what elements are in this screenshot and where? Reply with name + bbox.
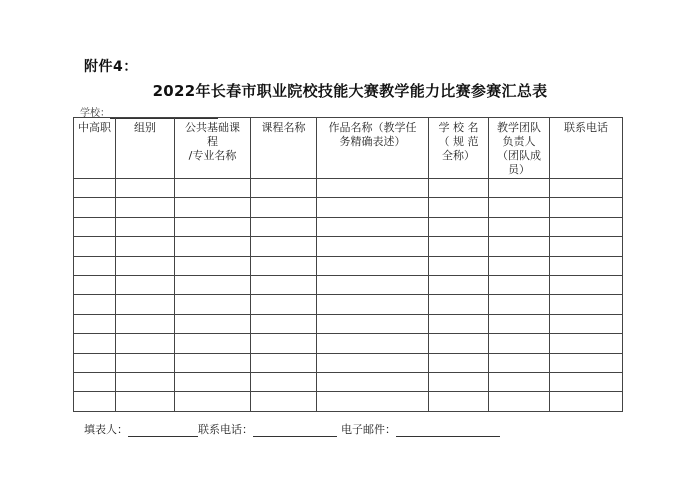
summary-table [73,117,623,412]
table-cell[interactable] [251,372,317,391]
table-row [74,275,623,294]
table-row [74,392,623,411]
table-row [74,314,623,333]
table-cell[interactable] [317,372,429,391]
email-blank[interactable] [396,425,500,437]
table-row [74,353,623,372]
table-cell[interactable] [429,372,489,391]
table-cell[interactable] [116,314,175,333]
header-cell [74,118,116,179]
table-cell[interactable] [489,392,550,411]
table-cell[interactable] [317,198,429,217]
table-cell[interactable] [429,217,489,236]
table-row [74,179,623,198]
table-cell[interactable] [175,334,251,353]
table-cell[interactable] [251,353,317,372]
filler-label: 填表人： [84,423,128,436]
table-cell[interactable] [116,372,175,391]
table-cell[interactable] [317,179,429,198]
table-cell[interactable] [550,198,623,217]
table-cell[interactable] [74,392,116,411]
table-cell[interactable] [175,217,251,236]
table-cell[interactable] [251,179,317,198]
table-cell[interactable] [429,275,489,294]
form-title: 2022年长春市职业院校技能大赛教学能力比赛参赛汇总表 [152,82,548,100]
table-cell[interactable] [550,275,623,294]
table-cell[interactable] [175,275,251,294]
phone-blank[interactable] [253,425,337,437]
table-cell[interactable] [489,198,550,217]
table-cell[interactable] [116,198,175,217]
table-row [74,372,623,391]
table-cell[interactable] [429,237,489,256]
header-text: 课程名称 [261,121,306,134]
table-cell[interactable] [74,256,116,275]
table-cell[interactable] [251,334,317,353]
school-label: 学校： [80,108,110,119]
table-cell[interactable] [550,295,623,314]
header-text: 中高职 [78,121,111,134]
header-text: 教学团队 负责人 （团队成 员） [497,121,541,176]
table-cell[interactable] [317,295,429,314]
table-cell[interactable] [116,275,175,294]
table-cell[interactable] [429,334,489,353]
header-row [74,118,623,179]
table-cell[interactable] [317,217,429,236]
table-cell[interactable] [317,275,429,294]
table-cell[interactable] [317,314,429,333]
table-cell[interactable] [550,334,623,353]
table-row [74,295,623,314]
table-cell[interactable] [489,256,550,275]
table-cell[interactable] [550,353,623,372]
table-cell[interactable] [429,314,489,333]
table-cell[interactable] [489,179,550,198]
table-cell[interactable] [429,295,489,314]
table-cell[interactable] [550,256,623,275]
table-cell[interactable] [429,353,489,372]
table-cell[interactable] [116,179,175,198]
table-cell[interactable] [429,392,489,411]
table-cell[interactable] [317,256,429,275]
table-cell[interactable] [251,392,317,411]
filler-blank[interactable] [128,425,198,437]
table-cell[interactable] [74,198,116,217]
header-text: 联系电话 [564,121,608,134]
table-cell[interactable] [116,256,175,275]
table-cell[interactable] [175,314,251,333]
table-row [74,256,623,275]
table-cell[interactable] [317,237,429,256]
table-row [74,198,623,217]
table-cell[interactable] [116,237,175,256]
table-cell[interactable] [489,334,550,353]
table-cell[interactable] [116,334,175,353]
table-cell[interactable] [251,237,317,256]
header-cell [489,118,550,179]
table-cell[interactable] [116,295,175,314]
header-cell [175,118,251,179]
table-row [74,217,623,236]
table-cell[interactable] [74,334,116,353]
table-cell[interactable] [74,372,116,391]
table-cell[interactable] [175,372,251,391]
table-cell[interactable] [317,353,429,372]
table-cell[interactable] [74,295,116,314]
table-cell[interactable] [429,198,489,217]
table-cell[interactable] [317,334,429,353]
header-cell [116,118,175,179]
table-cell[interactable] [175,237,251,256]
footer-phone-label: 联系电话： [198,423,253,436]
header-text: 学 校 名 （ 规 范 全称） [438,121,479,162]
table-cell[interactable] [74,314,116,333]
header-cell [251,118,317,179]
table-cell[interactable] [175,295,251,314]
table-cell[interactable] [175,256,251,275]
table-cell[interactable] [489,372,550,391]
header-text: 公共基础课 程 /专业名称 [185,121,240,162]
table-cell[interactable] [175,179,251,198]
table-cell[interactable] [74,237,116,256]
table-row [74,334,623,353]
table-cell[interactable] [116,353,175,372]
table-cell[interactable] [251,295,317,314]
table-body [74,179,623,412]
table-cell[interactable] [251,314,317,333]
table-cell[interactable] [550,179,623,198]
table-cell[interactable] [175,392,251,411]
header-cell [317,118,429,179]
form-footer [84,421,500,437]
table-row [74,237,623,256]
table-cell[interactable] [550,237,623,256]
table-cell[interactable] [251,275,317,294]
header-text: 组别 [134,121,156,134]
email-label: 电子邮件： [341,423,396,436]
table-cell[interactable] [116,392,175,411]
table-cell[interactable] [175,198,251,217]
table-cell[interactable] [429,256,489,275]
table-cell[interactable] [251,217,317,236]
table-cell[interactable] [550,217,623,236]
table-cell[interactable] [74,179,116,198]
header-text: 作品名称（教学任 务精确表述） [328,121,417,148]
annex-label: 附件4： [84,59,138,75]
table-cell[interactable] [429,179,489,198]
table-cell[interactable] [550,314,623,333]
table-cell[interactable] [251,198,317,217]
header-cell [429,118,489,179]
table-cell[interactable] [74,353,116,372]
table-cell[interactable] [489,295,550,314]
table-cell[interactable] [550,392,623,411]
header-cell [550,118,623,179]
table-cell[interactable] [489,353,550,372]
table-cell[interactable] [550,372,623,391]
table-cell[interactable] [489,237,550,256]
table-cell[interactable] [317,392,429,411]
table-cell[interactable] [489,217,550,236]
table-cell[interactable] [489,275,550,294]
table-cell[interactable] [489,314,550,333]
table-cell[interactable] [74,275,116,294]
table-cell[interactable] [116,217,175,236]
table-cell[interactable] [175,353,251,372]
table-cell[interactable] [251,256,317,275]
table-cell[interactable] [74,217,116,236]
